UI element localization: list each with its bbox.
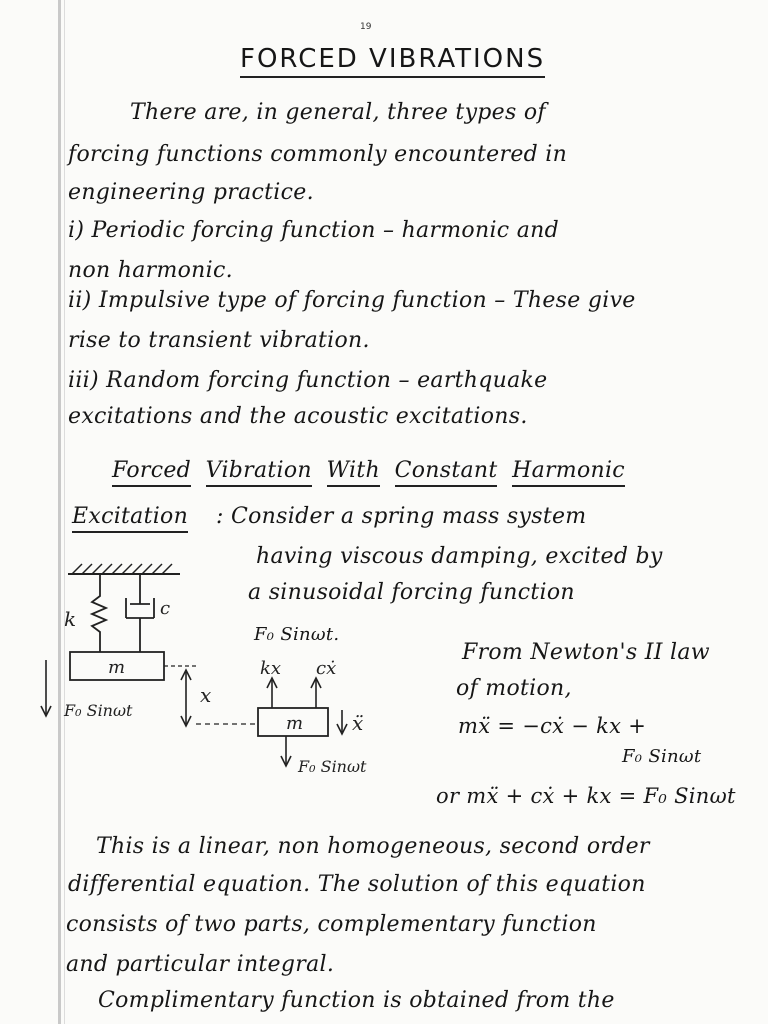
closing-line-4: and particular integral. <box>66 952 335 977</box>
margin-line-inner <box>64 0 65 1024</box>
mass-top-label: m <box>108 657 126 678</box>
section-text-1: : Consider a spring mass system <box>216 504 587 529</box>
closing-line-3: consists of two parts, complementary function <box>66 912 597 937</box>
closing-line-5: Complimentary function is obtained from the <box>98 988 615 1013</box>
item-3: iii) Random forcing function – earthquake <box>68 368 548 393</box>
applied-force-arrow <box>281 736 291 766</box>
heading-word-with: With <box>327 458 380 487</box>
section-text-4: F₀ Sinωt. <box>254 624 340 645</box>
fixed-support <box>68 564 180 574</box>
spring-force-arrow <box>267 678 277 708</box>
heading-word-constant: Constant <box>395 458 498 487</box>
equation-1: mẍ = −cẋ − kx + <box>458 714 647 738</box>
item-2: ii) Impulsive type of forcing function – These give <box>68 288 636 313</box>
acceleration-arrow <box>337 710 347 734</box>
damping-force-label: cẋ <box>316 658 337 679</box>
intro-line-3: engineering practice. <box>68 180 314 205</box>
spring-mass-diagram <box>40 560 440 780</box>
newton-text-2: of motion, <box>456 676 572 701</box>
page-title: FORCED VIBRATIONS <box>240 44 545 74</box>
section-heading <box>112 458 625 483</box>
displacement-label: x <box>200 683 212 707</box>
intro-line-1: There are, in general, three types of <box>130 100 546 125</box>
applied-force-label: F₀ Sinωt <box>298 757 367 776</box>
displacement-arrow <box>181 670 191 726</box>
damping-force-arrow <box>311 678 321 708</box>
spring <box>92 574 106 652</box>
newton-text-1: From Newton's II law <box>462 640 710 665</box>
spring-label-k: k <box>64 607 77 631</box>
closing-line-2: differential equation. The solution of this equation <box>68 872 646 897</box>
acceleration-label: ẍ <box>352 711 364 735</box>
item-1: i) Periodic forcing function – harmonic and <box>68 218 559 243</box>
damper-label-c: c <box>160 598 171 619</box>
mass-freebody-label: m <box>286 713 304 734</box>
heading-word-excitation: Excitation <box>72 504 188 533</box>
intro-line-2: forcing functions commonly encountered in <box>68 142 568 167</box>
heading-word-vibration: Vibration <box>206 458 312 487</box>
heading-excitation <box>72 504 188 529</box>
item-2-cont: rise to transient vibration. <box>68 328 370 353</box>
equation-2: or mẍ + cẋ + kx = F₀ Sinωt <box>436 784 736 808</box>
item-1-cont: non harmonic. <box>68 258 233 283</box>
margin-line <box>58 0 61 1024</box>
section-text-3: a sinusoidal forcing function <box>248 580 575 605</box>
spring-force-label: kx <box>260 658 282 679</box>
force-arrow-left <box>41 660 51 716</box>
equation-1-cont: F₀ Sinωt <box>622 746 702 767</box>
item-3-cont: excitations and the acoustic excitations. <box>68 404 528 429</box>
page-number: 19 <box>360 22 372 32</box>
heading-word-forced: Forced <box>112 458 191 487</box>
heading-word-harmonic: Harmonic <box>512 458 625 487</box>
section-text-2: having viscous damping, excited by <box>256 544 663 569</box>
damper <box>126 574 154 652</box>
closing-line-1: This is a linear, non homogeneous, second order <box>96 834 650 859</box>
force-label-left: F₀ Sinωt <box>64 701 133 720</box>
